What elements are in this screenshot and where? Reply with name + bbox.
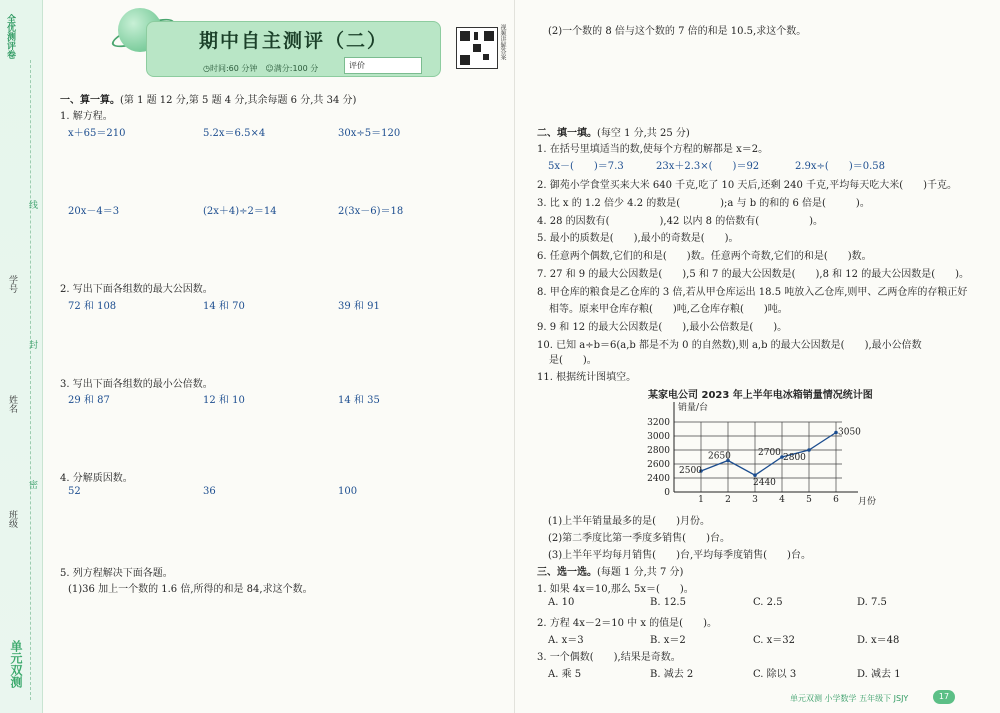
- number-pair: 14 和 70: [203, 301, 245, 312]
- fill-10-cont: 是( )。: [549, 355, 597, 366]
- x-tick-label: 1: [698, 495, 704, 505]
- option: C. 除以 3: [753, 669, 797, 680]
- evaluation-label: 评价: [349, 61, 365, 70]
- fill-1b: 23x＋2.3×( )＝92: [656, 161, 760, 172]
- fill-2: 2. 御苑小学食堂买来大米 640 千克,吃了 10 天后,还剩 240 千克,平均每天吃大米( )千克。: [537, 180, 958, 191]
- name-label: 姓名: [7, 395, 17, 413]
- choice-2: 2. 方程 4x－2＝10 中 x 的值是( )。: [537, 618, 717, 629]
- page-divider: [514, 0, 515, 713]
- y-tick-label: 2400: [647, 474, 670, 484]
- time-limit: 时间:60 分钟: [209, 64, 258, 73]
- chart-title: 某家电公司 2023 年上半年电冰箱销量情况统计图: [648, 390, 873, 401]
- option: A. 10: [548, 597, 575, 608]
- fill-1a: 5x－( )＝7.3: [548, 161, 624, 172]
- equation: 5.2x＝6.5×4: [203, 128, 266, 139]
- clock-icon: ◷: [203, 64, 210, 73]
- number-pair: 39 和 91: [338, 301, 380, 312]
- y-tick-label: 3000: [647, 432, 670, 442]
- page-title: 期中自主测评（二）: [198, 30, 388, 52]
- chart-question-2: (2)第二季度比第一季度多销售( )台。: [548, 533, 730, 544]
- x-tick-label: 3: [752, 495, 758, 505]
- fill-8-cont: 相等。原来甲仓库存粮( )吨,乙仓库存粮( )吨。: [549, 304, 788, 315]
- section-1-heading: 一、算一算。(第 1 题 12 分,第 5 题 4 分,其余每题 6 分,共 34 分): [60, 95, 357, 106]
- full-score: 满分:100 分: [273, 64, 319, 73]
- equation: 2(3x－6)＝18: [338, 206, 404, 217]
- y-tick-label: 3200: [647, 418, 670, 428]
- fill-9: 9. 9 和 12 的最大公因数是( ),最小公倍数是( )。: [537, 322, 788, 333]
- equation: (2x＋4)÷2＝14: [203, 206, 277, 217]
- footer-text: 单元双测 小学数学 五年级下 JSJY: [790, 694, 909, 703]
- choice-3: 3. 一个偶数( ),结果是奇数。: [537, 652, 681, 663]
- cut-mark: 密: [27, 480, 37, 489]
- question-5-2: (2)一个数的 8 倍与这个数的 7 倍的和是 10.5,求这个数。: [548, 26, 807, 37]
- x-tick-label: 5: [806, 495, 812, 505]
- fill-10: 10. 已知 a÷b＝6(a,b 都是不为 0 的自然数),则 a,b 的最大公因数是( ),最小公倍数: [537, 340, 922, 351]
- page-number: 17: [933, 690, 955, 704]
- equation: 20x－4＝3: [68, 206, 120, 217]
- fill-4: 4. 28 的因数有( ),42 以内 8 的倍数有( )。: [537, 216, 824, 227]
- number-item: 36: [203, 486, 216, 497]
- section-3-heading: 三、选一选。(每题 1 分,共 7 分): [537, 567, 684, 578]
- number-pair: 14 和 35: [338, 395, 380, 406]
- question-5: 5. 列方程解决下面各题。: [60, 568, 173, 579]
- option: B. 12.5: [650, 597, 686, 608]
- x-tick-label: 4: [779, 495, 785, 505]
- equation: x＋65＝210: [68, 128, 126, 139]
- option: D. 减去 1: [857, 669, 901, 680]
- binding-sidebar: [0, 0, 43, 713]
- chart-question-1: (1)上半年销量最多的是( )月份。: [548, 516, 710, 527]
- qr-code[interactable]: [456, 27, 498, 69]
- option: A. 乘 5: [548, 669, 582, 680]
- data-point: [753, 473, 757, 477]
- question-1: 1. 解方程。: [60, 111, 113, 122]
- option: A. x＝3: [548, 635, 584, 646]
- y-tick-label: 0: [664, 488, 670, 498]
- x-tick-label: 6: [833, 495, 839, 505]
- number-item: 52: [68, 486, 81, 497]
- cut-mark: 线: [27, 200, 37, 209]
- line-chart: [630, 400, 900, 510]
- option: D. x＝48: [857, 635, 900, 646]
- choice-1: 1. 如果 4x＝10,那么 5x＝( )。: [537, 584, 694, 595]
- qr-caption: 视频讲解答案: [499, 24, 506, 60]
- option: C. x＝32: [753, 635, 796, 646]
- data-label: 2500: [679, 466, 702, 476]
- fill-7: 7. 27 和 9 的最大公因数是( ),5 和 7 的最大公因数是( ),8 和 12 的最大公因数是( )。: [537, 269, 969, 280]
- data-label: 2440: [753, 478, 776, 489]
- question-2: 2. 写出下面各组数的最大公因数。: [60, 284, 213, 295]
- data-point: [807, 448, 811, 452]
- x-axis-label: 月份: [858, 497, 877, 507]
- fill-11: 11. 根据统计图填空。: [537, 372, 637, 383]
- cut-line: [30, 60, 31, 700]
- number-pair: 12 和 10: [203, 395, 245, 406]
- y-tick-label: 2600: [647, 460, 670, 470]
- class-label: 班级: [7, 510, 17, 528]
- option: B. x＝2: [650, 635, 686, 646]
- option: B. 减去 2: [650, 669, 694, 680]
- evaluation-box[interactable]: [344, 57, 422, 74]
- chart-question-3: (3)上半年平均每月销售( )台,平均每季度销售( )台。: [548, 550, 811, 561]
- series-name: 全优测评卷: [5, 14, 15, 59]
- fill-6: 6. 任意两个偶数,它们的和是( )数。任意两个奇数,它们的和是( )数。: [537, 251, 872, 262]
- question-3: 3. 写出下面各组数的最小公倍数。: [60, 379, 213, 390]
- fill-8: 8. 甲仓库的粮食是乙仓库的 3 倍,若从甲仓库运出 18.5 吨放入乙仓库,则甲、乙两仓库的存粮正好: [537, 287, 968, 298]
- fill-1: 1. 在括号里填适当的数,使每个方程的解都是 x＝2。: [537, 144, 769, 155]
- data-label: 3050: [838, 427, 861, 438]
- exam-meta: [203, 63, 318, 74]
- question-5-1: (1)36 加上一个数的 1.6 倍,所得的和是 84,求这个数。: [68, 584, 313, 595]
- student-id-label: 学号: [7, 275, 17, 293]
- number-item: 100: [338, 486, 358, 497]
- data-label: 2650: [708, 451, 731, 462]
- x-tick-label: 2: [725, 495, 731, 505]
- fill-1c: 2.9x÷( )＝0.58: [795, 161, 885, 172]
- fill-3: 3. 比 x 的 1.2 倍少 4.2 的数是( );a 与 b 的和的 6 倍是( )。: [537, 198, 870, 209]
- number-pair: 72 和 108: [68, 301, 117, 312]
- section-2-heading: 二、填一填。(每空 1 分,共 25 分): [537, 128, 690, 139]
- equation: 30x÷5＝120: [338, 128, 401, 139]
- option: C. 2.5: [753, 597, 783, 608]
- cut-mark: 封: [27, 340, 37, 349]
- fill-5: 5. 最小的质数是( ),最小的奇数是( )。: [537, 233, 739, 244]
- data-label: 2700: [758, 448, 781, 458]
- number-pair: 29 和 87: [68, 395, 110, 406]
- score-icon: ☺: [265, 64, 274, 73]
- data-label: 2800: [783, 453, 806, 463]
- brand-logo: 单元双测: [9, 640, 23, 688]
- y-tick-label: 2800: [647, 446, 670, 456]
- option: D. 7.5: [857, 597, 887, 608]
- y-axis-label: 销量/台: [678, 403, 709, 413]
- question-4: 4. 分解质因数。: [60, 473, 133, 484]
